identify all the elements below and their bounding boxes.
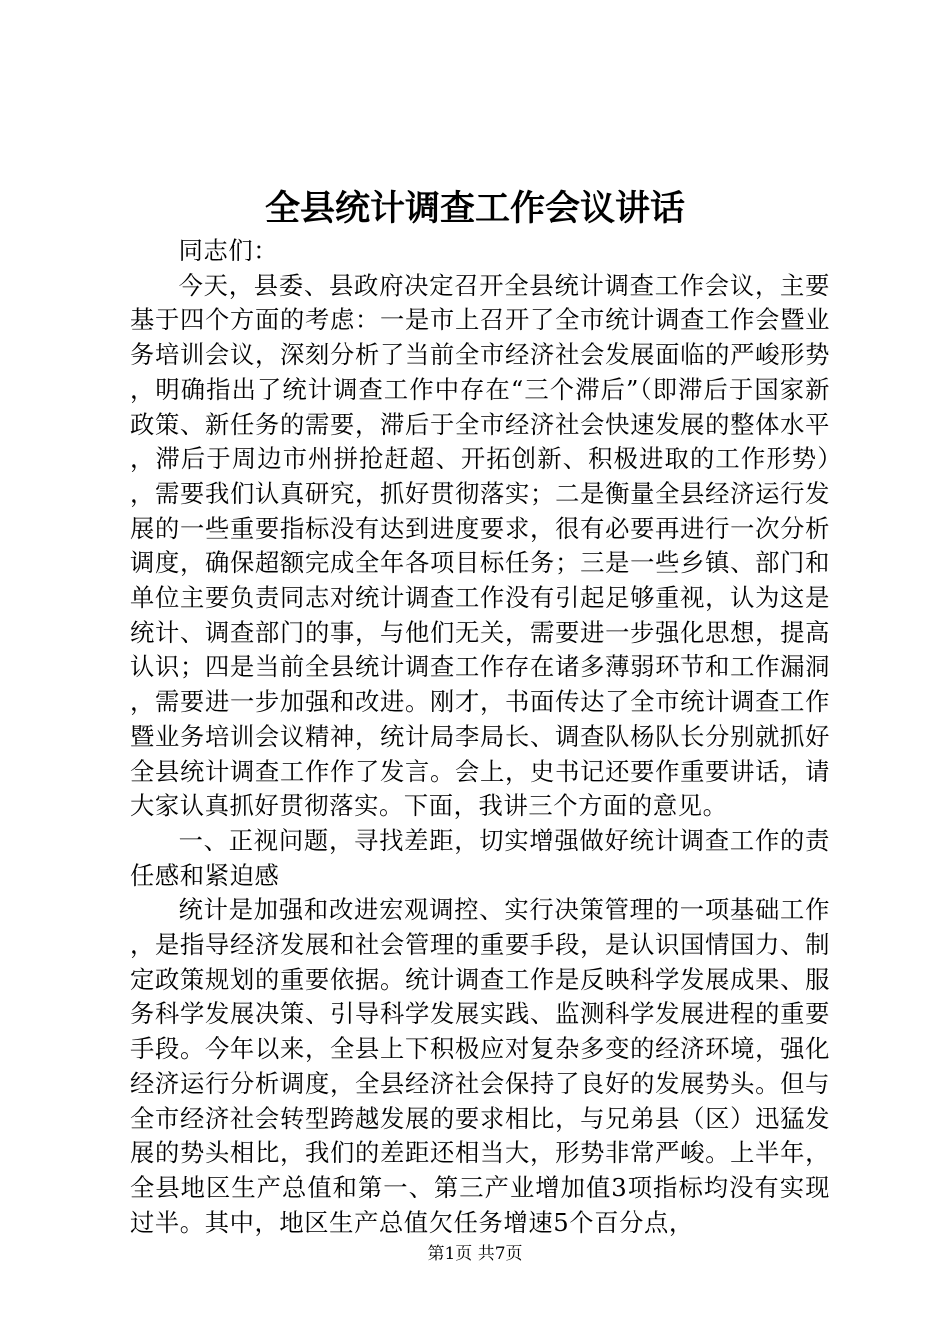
salutation: 同志们：	[178, 236, 279, 265]
paragraph-section-1: 统计是加强和改进宏观调控、实行决策管理的一项基础工作，是指导经济发展和社会管理的重要手段，是认识国情国力、制定政策规划的重要依据。统计调查工作是反映科学发展成果、服务科学发展决策、引导科学发展实践、监测科学发展进程的重要手段。今年以来，全县上下积极应对复杂多变的经济环境，强化经济运行分析调度，全县经济社会保持了良好的发展势头。但与全市经济社会转型跨越发展的要求相比，与兄弟县（区）迅猛发展的势头相比，我们的差距还相当大，形势非常严峻。上半年，全县地区生产总值和第一、第三产业增加值3项指标均没有实现过半。其中，地区生产总值欠任务增速5个百分点，	[130, 895, 830, 1237]
page-footer: 第1页 共7页	[427, 1244, 523, 1264]
paragraph-intro: 今天，县委、县政府决定召开全县统计调查工作会议，主要基于四个方面的考虑：一是市上召开了全市统计调查工作会暨业务培训会议，深刻分析了当前全市经济社会发展面临的严峻形势，明确指出了统计调查工作中存在“三个滞后”（即滞后于国家新政策、新任务的需要，滞后于全市经济社会快速发展的整体水平，滞后于周边市州拼抢赶超、开拓创新、积极进取的工作形势），需要我们认真研究，抓好贯彻落实；二是衡量全县经济运行发展的一些重要指标没有达到进度要求，很有必要再进行一次分析调度，确保超额完成全年各项目标任务；三是一些乡镇、部门和单位主要负责同志对统计调查工作没有引起足够重视，认为这是统计、调查部门的事，与他们无关，需要进一步强化思想，提高认识；四是当前全县统计调查工作存在诸多薄弱环节和工作漏洞，需要进一步加强和改进。刚才，书面传达了全市统计调查工作暨业务培训会议精神，统计局李局长、调查队杨队长分别就抓好全县统计调查工作作了发言。会上，史书记还要作重要讲话，请大家认真抓好贯彻落实。下面，我讲三个方面的意见。	[130, 270, 830, 821]
document-title: 全县统计调查工作会议讲话	[264, 189, 685, 229]
section-heading-1: 一、正视问题，寻找差距，切实增强做好统计调查工作的责任感和紧迫感	[130, 825, 830, 890]
document-body	[130, 234, 830, 1240]
